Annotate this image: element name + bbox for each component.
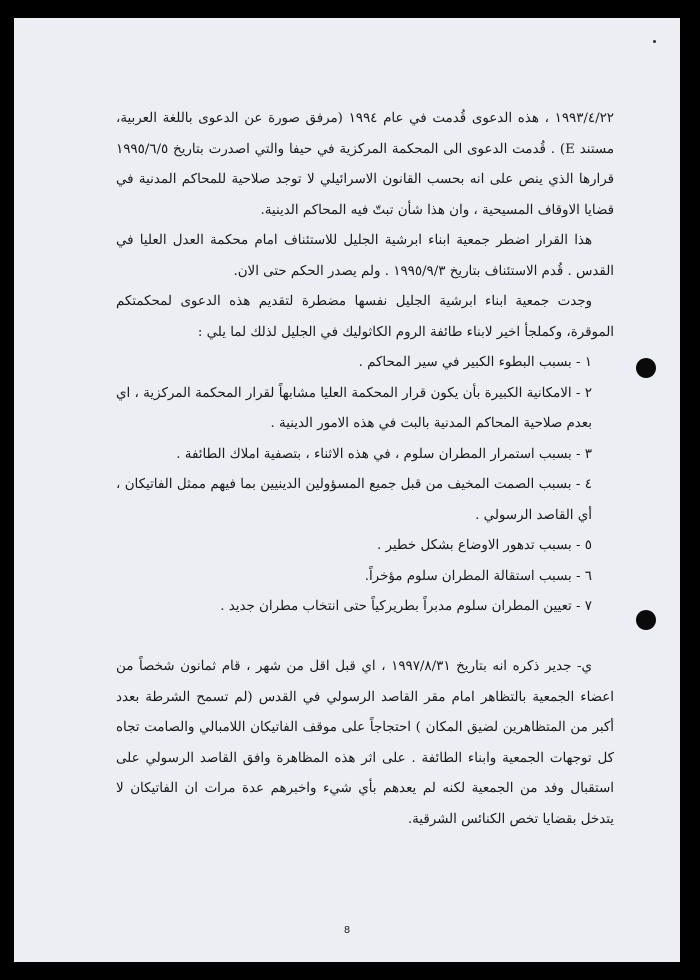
- list-item: ٢ - الامكانية الكبيرة بأن يكون قرار المحكمة العليا مشابهاً لقرار المحكمة المركزية ، اي بعدم صلاحية المحاكم المدنية بالبت في هذه الامور الدينية .: [116, 385, 592, 431]
- body-text-block-two: [116, 652, 614, 835]
- document-page: [14, 18, 680, 962]
- paragraph: هذا القرار اضطر جمعية ابناء ابرشية الجليل للاستئناف امام محكمة العدل العليا في القدس . قُدم الاستئناف بتاريخ ١٩٩٥/٩/٣ . ولم يصدر الحكم حتى الان.: [116, 233, 614, 279]
- page-number: 8: [343, 925, 351, 936]
- punch-hole-bottom: [636, 610, 656, 630]
- body-text-block-one: [116, 104, 614, 623]
- list-item: ١ - بسبب البطوء الكبير في سير المحاكم .: [358, 355, 592, 370]
- list-item: ٦ - بسبب استقالة المطران سلوم مؤخراً.: [364, 568, 592, 584]
- paragraph: ١٩٩٣/٤/٢٢ ، هذه الدعوى قُدمت في عام ١٩٩٤ (مرفق صورة عن الدعوى باللغة العربية، مستند E) . قُدمت الدعوى الى المحكمة المركزية في حيفا والتي اصدرت بتاريخ ١٩٩٥/٦/٥ قرارها الذي ينص على انه بحسب القانون الاسرائيلي لا توجد صلاحية للمحاكم المدنية في قضايا الاوقاف المسيحية ، وان هذا شأن تبتّ فيه المحاكم الدينية.: [116, 111, 614, 218]
- list-item: ٣ - بسبب استمرار المطران سلوم ، في هذه الاثناء ، بتصفية املاك الطائفة .: [176, 446, 592, 462]
- list-item: ٥ - بسبب تدهور الاوضاع بشكل خطير .: [376, 538, 592, 553]
- paragraph: وجدت جمعية ابناء ابرشية الجليل نفسها مضطرة لتقديم هذه الدعوى لمحكمتكم الموقرة، وكملجأ اخير لابناء طائفة الروم الكاثوليك في الجليل لذلك لما يلي :: [116, 294, 614, 340]
- punch-hole-top: [636, 358, 656, 378]
- list-item: ٤ - بسبب الصمت المخيف من قبل جميع المسؤولين الدينيين بما فيهم ممثل الفاتيكان ، أي القاصد الرسولي .: [116, 477, 592, 523]
- paragraph: ي- جدير ذكره انه بتاريخ ١٩٩٧/٨/٣١ ، اي قبل اقل من شهر ، قام ثمانون شخصاً من اعضاء الجمعية بالتظاهر امام مقر القاصد الرسولي في القدس (لم تسمح الشرطة بعدد أكبر من المتظاهرين لضيق المكان ) احتجاجاً على موقف الفاتيكان اللامبالي والصامت تجاه كل توجهات الجمعية وابناء الطائفة . على اثر هذه المظاهرة وافق القاصد الرسولي على استقبال وفد من الجمعية لكنه لم يعدهم بأي شيء واخبرهم عدة مرات ان الفاتيكان لا يتدخل بقضايا تخص الكنائس الشرقية.: [116, 659, 614, 827]
- speck-mark: [653, 40, 656, 43]
- list-item: ٧ - تعيين المطران سلوم مدبراً بطريركياً حتى انتخاب مطران جديد .: [220, 599, 592, 614]
